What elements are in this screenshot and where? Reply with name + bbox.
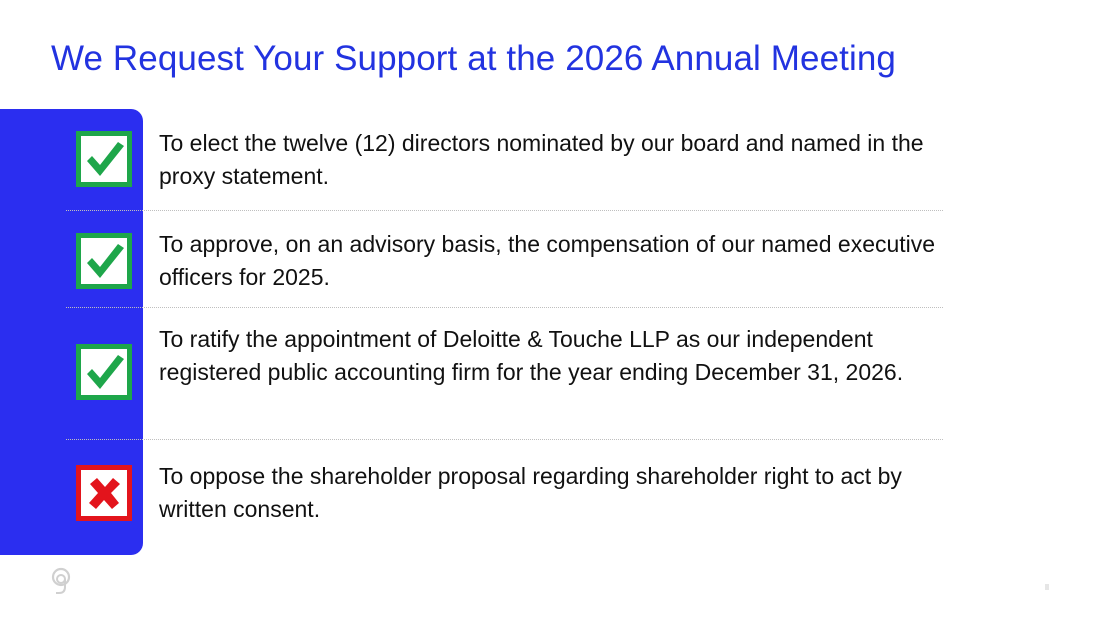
item-divider [66, 307, 943, 308]
green-check-icon [76, 344, 132, 400]
red-x-icon [76, 465, 132, 521]
company-g-logo-icon [48, 567, 74, 597]
proposal-2-text: To approve, on an advisory basis, the compensation of our named executive officers for 2025. [159, 231, 936, 290]
item-divider [66, 210, 943, 211]
proposal-3-text: To ratify the appointment of Deloitte & Touche LLP as our independent registered public accounting firm for the year ending December 31, 2026. [159, 326, 904, 385]
proposal-1-text: To elect the twelve (12) directors nominated by our board and named in the proxy statement. [159, 130, 924, 189]
proposal-4-text: To oppose the shareholder proposal regarding shareholder right to act by written consent. [159, 463, 902, 522]
page-number-mark [1045, 584, 1049, 590]
slide-title: We Request Your Support at the 2026 Annual Meeting [51, 39, 896, 78]
item-divider [66, 439, 943, 440]
green-check-icon [76, 233, 132, 289]
green-check-icon [76, 131, 132, 187]
